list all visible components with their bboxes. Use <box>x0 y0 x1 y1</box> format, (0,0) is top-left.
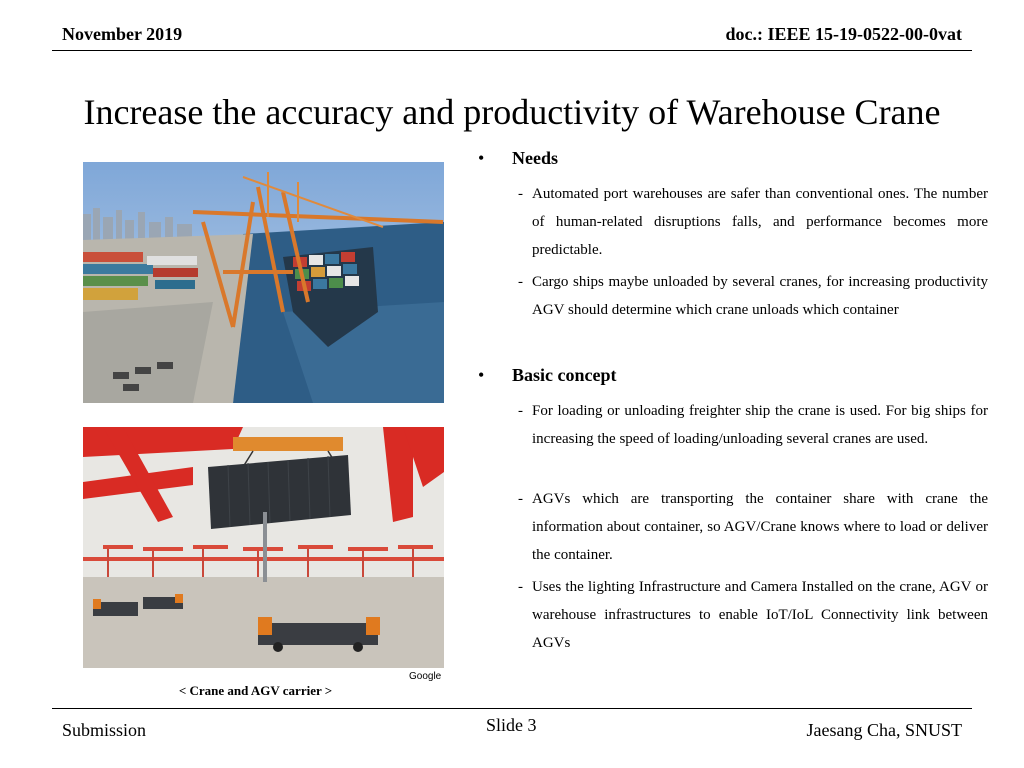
port-crane-photo <box>83 162 444 403</box>
slide-number: Slide 3 <box>486 715 537 735</box>
header-date: November 2019 <box>62 24 183 44</box>
dash-icon: - <box>518 274 523 290</box>
heading-text: Needs <box>512 148 558 168</box>
footer-author: Jaesang Cha, SNUST <box>806 720 962 740</box>
needs-item-1: - Automated port warehouses are safer than conventional ones. The number of human-related disruptions falls, and performance becomes more predictable. <box>532 180 988 264</box>
concept-item-1: - For loading or unloading freighter ship the crane is used. For big ships for increasing the speed of loading/unloading several cranes are used. <box>532 397 988 453</box>
dash-icon: - <box>518 186 523 202</box>
dash-icon: - <box>518 403 523 419</box>
needs-item-2: - Cargo ships maybe unloaded by several cranes, for increasing productivity AGV should determine which crane unloads which container <box>532 268 988 324</box>
heading-text: Basic concept <box>512 365 617 385</box>
photo-credit: Google <box>409 671 442 682</box>
footer-submission: Submission <box>62 720 147 740</box>
header-divider <box>52 50 972 51</box>
section-heading-basic-concept <box>478 365 998 386</box>
concept-item-3: - Uses the lighting Infrastructure and Camera Installed on the crane, AGV or warehouse infrastructures to enable IoT/IoL Connectivity link between AGVs <box>532 573 988 657</box>
agv-crane-photo <box>83 427 444 668</box>
footer-divider <box>52 708 972 709</box>
section-heading-needs <box>478 148 998 169</box>
concept-item-2: - AGVs which are transporting the container share with crane the information about container, so AGV/Crane knows where to load or deliver the container. <box>532 485 988 569</box>
dash-icon: - <box>518 491 523 507</box>
bullet-icon: • <box>478 365 485 385</box>
slide-title: Increase the accuracy and productivity of Warehouse Crane <box>83 92 941 132</box>
image-caption: < Crane and AGV carrier > <box>178 683 333 698</box>
bullet-icon: • <box>478 148 485 168</box>
header-doc-id: doc.: IEEE 15-19-0522-00-0vat <box>725 24 962 44</box>
dash-icon: - <box>518 579 523 595</box>
